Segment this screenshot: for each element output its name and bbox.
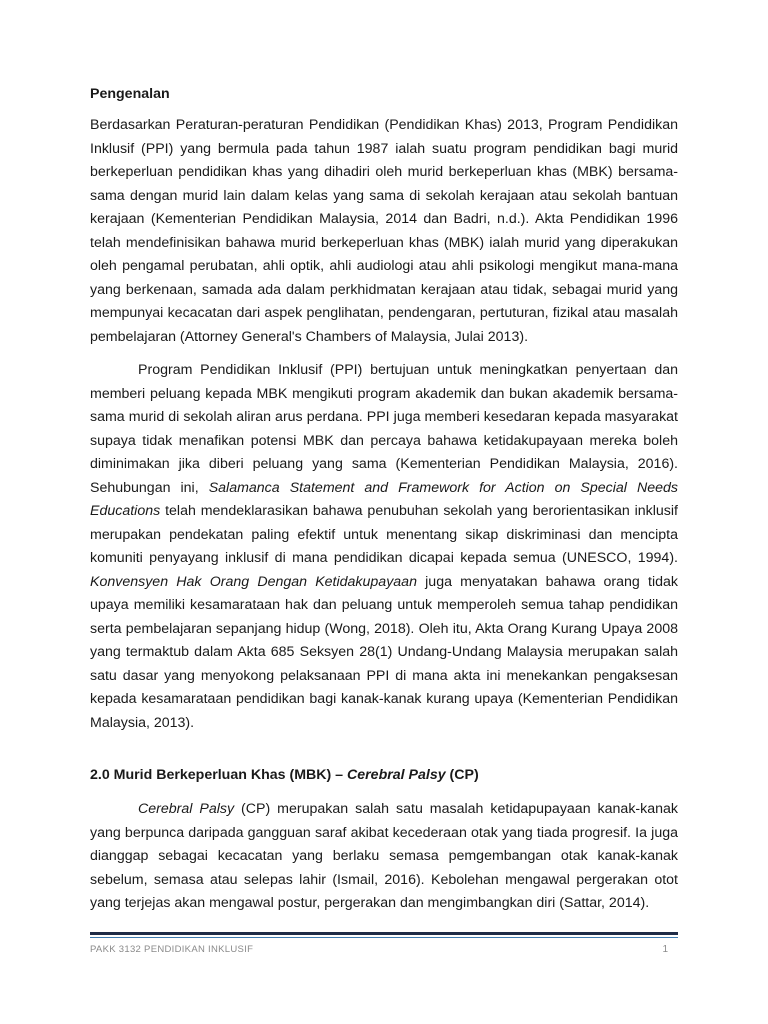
footer-divider-thick [90,932,678,935]
section-heading-pengenalan: Pengenalan [90,86,170,102]
cerebral-palsy-italic: Cerebral Palsy [138,801,235,817]
footer-divider-thin [90,937,678,938]
section-heading-suffix: (CP) [445,767,479,783]
document-body [90,84,678,926]
paragraph-ppi [90,359,678,735]
paragraph-cerebral-palsy-text: (CP) merupakan salah satu masalah ketidapupayaan kanak-kanak yang berpunca daripada gangguan saraf akibat kecederaan otak yang tiada progresif. Ia juga dianggap sebagai kecacatan yang berlaku semasa pemgembangan otak kanak-kanak sebelum, semasa atau selepas lahir (Ismail, 2016). Kebolehan mengawal pergerakan otot yang terjejas akan mengawal postur, pergerakan dan mengimbangkan diri (Sattar, 2014). [90,801,678,911]
paragraph-cerebral-palsy [90,798,678,916]
paragraph-ppi-text-1: Program Pendidikan Inklusif (PPI) bertujuan untuk meningkatkan penyertaan dan memberi peluang kepada MBK mengikuti program akademik dan bukan akademik bersama-sama murid di sekolah aliran arus perdana. PPI juga memberi kesedaran kepada masyarakat supaya tidak menafikan potensi MBK dan percaya bahawa ketidakupayaan mereka boleh diminimakan jika diberi peluang yang sama (Kementerian Pendidikan Malaysia, 2016). Sehubungan ini, [90,362,678,496]
section-heading-cerebral-palsy [90,765,678,785]
konvensyen-italic: Konvensyen Hak Orang Dengan Ketidakupayaan [90,573,417,590]
paragraph-ppi-text-2: telah mendeklarasikan bahawa penubuhan sekolah yang berorientasikan inklusif merupakan pendekatan paling efektif untuk menentang sikap diskriminasi dan mencipta komuniti penyayang inklusif di mana pendidikan dicapai kepada semua (UNESCO, 1994). [90,503,678,566]
section-heading-italic: Cerebral Palsy [347,767,446,783]
section-heading-prefix: 2.0 Murid Berkeperluan Khas (MBK) – [90,767,348,783]
salamanca-statement-italic: Salamanca Statement and Framework for Action on Special Needs Educations [90,479,678,519]
footer-page-number: 1 [662,944,668,955]
paragraph-ppi-text-3: juga menyatakan bahawa orang tidak upaya memiliki kesamarataan hak dan peluang untuk memperoleh semua tahap pendidikan serta pembelajaran sepanjang hidup (Wong, 2018). Oleh itu, Akta Orang Kurang Upaya 2008 yang termaktub dalam Akta 685 Seksyen 28(1) Undang-Undang Malaysia merupakan salah satu dasar yang menyokong pelaksanaan PPI di mana akta ini menekankan pengaksesan kepada kesamarataan pendidikan bagi kanak-kanak kurang upaya (Kementerian Pendidikan Malaysia, 2013). [90,573,678,731]
paragraph-intro: Berdasarkan Peraturan-peraturan Pendidikan (Pendidikan Khas) 2013, Program Pendidikan Inklusif (PPI) yang bermula pada tahun 1987 ialah suatu program pendidikan bagi murid berkeperluan pendidikan khas yang dihadiri oleh murid berkeperluan khas (MBK) bersama-sama dengan murid lain dalam kelas yang sama di sekolah kerajaan atau sekolah bantuan kerajaan (Kementerian Pendidikan Malaysia, 2014 dan Badri, n.d.). Akta Pendidikan 1996 telah mendefinisikan bahawa murid berkeperluan khas (MBK) ialah murid yang diperakukan oleh pengamal perubatan, ahli optik, ahli audiologi atau ahli psikologi mengikut mana-mana yang berkenaan, samada ada dalam perkhidmatan kerajaan atau tidak, sebagai murid yang mempunyai kecacatan dari aspek penglihatan, pendengaran, pertuturan, fizikal atau masalah pembelajaran (Attorney General's Chambers of Malaysia, Julai 2013). [90,117,678,345]
footer-course-title: PAKK 3132 PENDIDIKAN INKLUSIF [90,944,254,955]
